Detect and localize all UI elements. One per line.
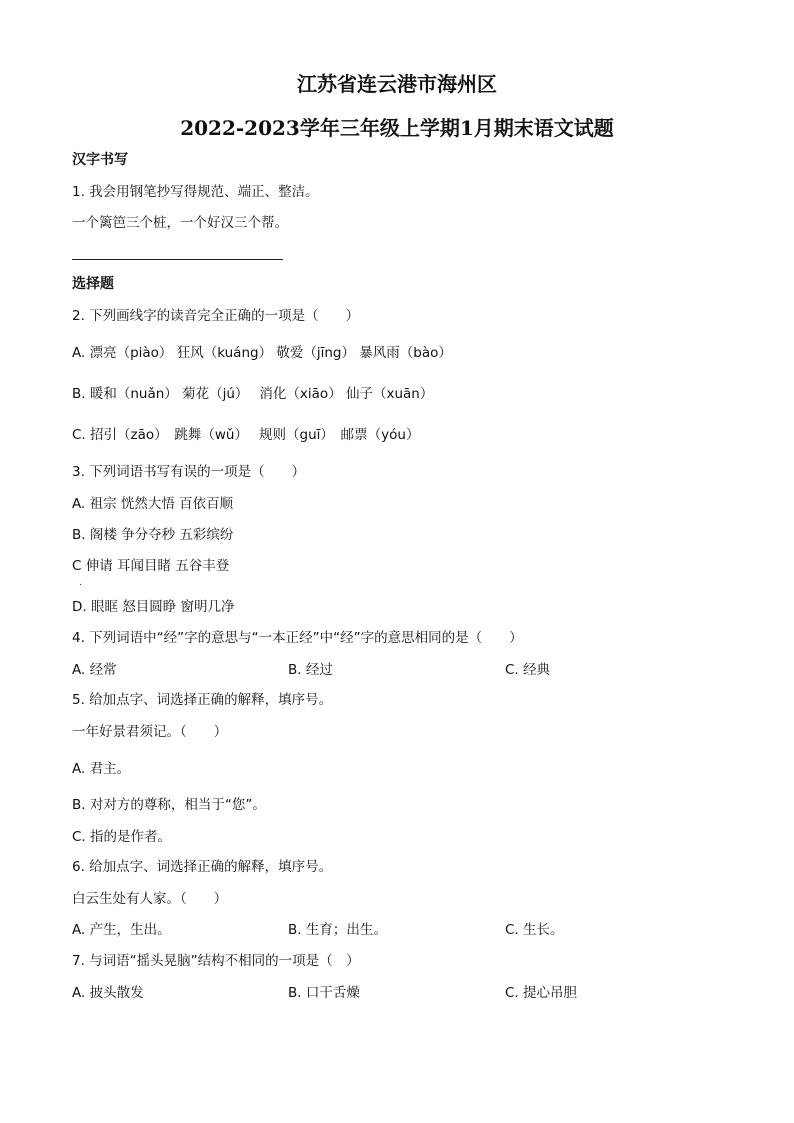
question-3-option-d: D. 眼眶 怒目圆睁 窗明几净	[72, 599, 235, 615]
question-6-text: 白云生处有人家。（ ）	[72, 891, 228, 907]
question-7-option-b: B. 口干舌燥	[288, 985, 360, 1001]
question-4-option-a: A. 经常	[72, 662, 117, 678]
question-4-option-c: C. 经典	[505, 662, 551, 678]
question-1-stem: 1. 我会用钢笔抄写得规范、端正、整洁。	[72, 184, 319, 200]
answer-blank-line[interactable]	[72, 259, 283, 260]
question-5-option-b: B. 对对方的尊称，相当于“您”。	[72, 797, 266, 813]
page-title-exam: 2022-2023学年三年级上学期1月期末语文试题	[180, 116, 614, 140]
question-6-option-c: C. 生长。	[505, 922, 564, 938]
question-6-stem: 6. 给加点字、词选择正确的解释，填序号。	[72, 859, 333, 875]
question-7-stem: 7. 与词语“摇头晃脑”结构不相同的一项是（ ）	[72, 953, 360, 969]
question-4-option-b: B. 经过	[288, 662, 333, 678]
question-2-option-c: C. 招引（zāo） 跳舞（wǔ） 规则（guī） 邮票（yóu）	[72, 427, 420, 443]
question-3-stem: 3. 下列词语书写有误的一项是（ ）	[72, 464, 306, 480]
question-6-option-a: A. 产生，生出。	[72, 922, 171, 938]
question-5-stem: 5. 给加点字、词选择正确的解释，填序号。	[72, 692, 333, 708]
question-5-option-a: A. 君主。	[72, 761, 131, 777]
question-3-option-a: A. 祖宗 恍然大悟 百依百顺	[72, 496, 234, 512]
section-heading-choice: 选择题	[72, 276, 114, 292]
question-3-option-b: B. 阁楼 争分夺秒 五彩缤纷	[72, 527, 234, 543]
question-1-text: 一个篱笆三个桩，一个好汉三个帮。	[72, 215, 288, 231]
question-5-text: 一年好景君须记。（ ）	[72, 724, 228, 740]
question-2-option-b: B. 暖和（nuǎn） 菊花（jú） 消化（xiāo） 仙子（xuān）	[72, 386, 434, 402]
question-7-option-a: A. 披头散发	[72, 985, 144, 1001]
question-2-option-a: A. 漂亮（piào） 狂风（kuáng） 敬爱（jīng） 暴风雨（bào）	[72, 345, 452, 361]
question-4-stem: 4. 下列词语中“经”字的意思与“一本正经”中“经”字的意思相同的是（ ）	[72, 630, 523, 646]
question-3-option-c: C 伸请 耳闻目睹 五谷丰登	[72, 558, 230, 574]
section-heading-writing: 汉字书写	[72, 152, 128, 168]
question-7-option-c: C. 提心吊胆	[505, 985, 578, 1001]
stray-dot-mark: .	[79, 578, 82, 588]
question-5-option-c: C. 指的是作者。	[72, 829, 172, 845]
page-title-region: 江苏省连云港市海州区	[297, 72, 497, 96]
question-2-stem: 2. 下列画线字的读音完全正确的一项是（ ）	[72, 308, 360, 324]
question-6-option-b: B. 生育；出生。	[288, 922, 387, 938]
